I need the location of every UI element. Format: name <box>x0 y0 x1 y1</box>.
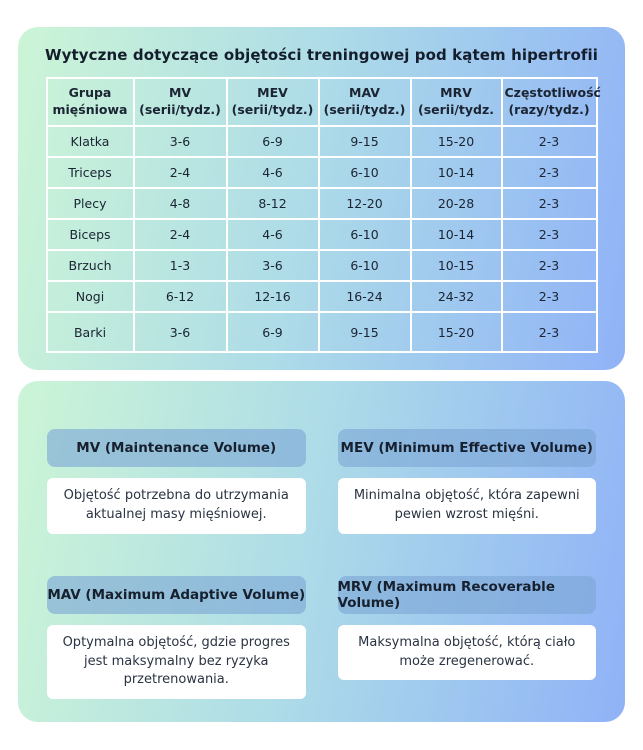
definition-card-mrv <box>338 576 597 700</box>
mv-cell: 2-4 <box>134 157 227 188</box>
freq-cell: 2-3 <box>502 157 597 188</box>
mev-cell: 4-6 <box>227 157 319 188</box>
muscle-cell: Plecy <box>47 188 134 219</box>
mrv-cell: 10-14 <box>411 219 502 250</box>
mev-cell: 3-6 <box>227 250 319 281</box>
freq-cell: 2-3 <box>502 250 597 281</box>
card-body-mev: Minimalna objętość, która zapewni pewien wzrost mięśni. <box>338 478 597 534</box>
col-header-line: MEV <box>257 85 288 101</box>
col-header-mav <box>319 78 411 126</box>
mv-cell: 4-8 <box>134 188 227 219</box>
muscle-cell: Barki <box>47 312 134 352</box>
table-row <box>47 281 597 312</box>
col-header-line: (serii/tydz.) <box>139 102 221 117</box>
mav-cell: 9-15 <box>319 126 411 157</box>
definitions-panel <box>18 381 625 722</box>
card-header-mv: MV (Maintenance Volume) <box>47 429 306 467</box>
muscle-cell: Biceps <box>47 219 134 250</box>
mrv-cell: 24-32 <box>411 281 502 312</box>
mrv-cell: 20-28 <box>411 188 502 219</box>
mev-cell: 4-6 <box>227 219 319 250</box>
col-header-mev <box>227 78 319 126</box>
mv-cell: 3-6 <box>134 312 227 352</box>
col-header-line: (serii/tydz.) <box>323 102 406 117</box>
col-header-line: (serii/tydz. <box>417 102 495 117</box>
card-body-mv: Objętość potrzebna do utrzymania aktualnej masy mięśniowej. <box>47 478 306 534</box>
col-header-line: Częstotliwość <box>504 85 601 101</box>
col-header-line: mięśniowa <box>52 102 128 117</box>
mv-cell: 3-6 <box>134 126 227 157</box>
muscle-cell: Klatka <box>47 126 134 157</box>
mrv-cell: 15-20 <box>411 126 502 157</box>
col-header-line: MRV <box>440 85 472 101</box>
muscle-cell: Triceps <box>47 157 134 188</box>
mav-cell: 16-24 <box>319 281 411 312</box>
card-header-mav: MAV (Maximum Adaptive Volume) <box>47 576 306 614</box>
mrv-cell: 15-20 <box>411 312 502 352</box>
mv-cell: 6-12 <box>134 281 227 312</box>
freq-cell: 2-3 <box>502 219 597 250</box>
mav-cell: 12-20 <box>319 188 411 219</box>
table-row <box>47 157 597 188</box>
definition-card-mav <box>47 576 306 700</box>
mv-cell: 1-3 <box>134 250 227 281</box>
col-header-mrv <box>411 78 502 126</box>
col-header-muscle-group <box>47 78 134 126</box>
col-header-line: (serii/tydz.) <box>231 102 314 117</box>
freq-cell: 2-3 <box>502 312 597 352</box>
volume-table <box>46 77 601 353</box>
mev-cell: 12-16 <box>227 281 319 312</box>
mev-cell: 6-9 <box>227 126 319 157</box>
col-header-line: MAV <box>349 85 380 101</box>
col-header-line: (razy/tydz.) <box>508 102 590 117</box>
mav-cell: 6-10 <box>319 250 411 281</box>
mrv-cell: 10-15 <box>411 250 502 281</box>
table-row <box>47 312 597 352</box>
table-row <box>47 126 597 157</box>
table-row <box>47 250 597 281</box>
card-header-mrv: MRV (Maximum Recoverable Volume) <box>338 576 597 614</box>
card-header-mev: MEV (Minimum Effective Volume) <box>338 429 597 467</box>
table-row <box>47 188 597 219</box>
col-header-line: MV <box>168 85 192 101</box>
col-header-frequency <box>502 78 601 126</box>
guidelines-panel <box>18 27 625 370</box>
card-body-mrv: Maksymalna objętość, którą ciało może zregenerować. <box>338 625 597 681</box>
table-row <box>47 219 597 250</box>
table-header-row <box>47 78 597 126</box>
definition-cards <box>47 429 596 699</box>
mev-cell: 8-12 <box>227 188 319 219</box>
mav-cell: 6-10 <box>319 157 411 188</box>
mrv-cell: 10-14 <box>411 157 502 188</box>
mv-cell: 2-4 <box>134 219 227 250</box>
freq-cell: 2-3 <box>502 281 597 312</box>
card-body-mav: Optymalna objętość, gdzie progres jest maksymalny bez ryzyka przetrenowania. <box>47 625 306 700</box>
definition-card-mv <box>47 429 306 534</box>
col-header-line: Grupa <box>68 85 112 101</box>
mav-cell: 6-10 <box>319 219 411 250</box>
mev-cell: 6-9 <box>227 312 319 352</box>
mav-cell: 9-15 <box>319 312 411 352</box>
col-header-mv <box>134 78 227 126</box>
definition-card-mev <box>338 429 597 534</box>
muscle-cell: Nogi <box>47 281 134 312</box>
freq-cell: 2-3 <box>502 126 597 157</box>
muscle-cell: Brzuch <box>47 250 134 281</box>
freq-cell: 2-3 <box>502 188 597 219</box>
page-title: Wytyczne dotyczące objętości treningowej pod kątem hipertrofii <box>45 46 598 64</box>
